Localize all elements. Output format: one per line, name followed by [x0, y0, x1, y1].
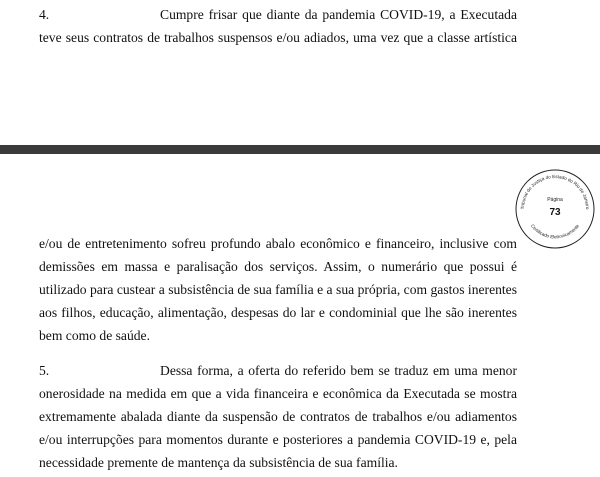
paragraph-5-line-3: e/ou interrupções para momentos durante e posteriores a pandemia COVID-19 e, pela	[39, 432, 517, 447]
paragraph-4-cont-line-5: bem como de saúde.	[39, 328, 150, 343]
stamp-bottom-text: Certificado Eletronicamente	[529, 223, 581, 240]
item-number-5: 5.	[39, 363, 50, 378]
court-stamp-seal	[514, 168, 596, 250]
page-break-divider	[0, 145, 600, 154]
paragraph-5-line-1: onerosidade na medida em que a vida financeira e econômica da Executada se mostra	[39, 386, 517, 401]
paragraph-5-lead: Dessa forma, a oferta do referido bem se traduz em uma menor	[160, 363, 517, 378]
paragraph-5-line-2: extremamente abalada diante da suspensão de contratos de trabalhos e/ou adiamentos	[39, 409, 517, 424]
stamp-page-number: 73	[549, 207, 561, 218]
item-number-4: 4.	[39, 7, 50, 22]
paragraph-4-cont-line-3: utilizado para custear a subsistência de sua família e a sua própria, com gastos inerentes	[39, 282, 517, 297]
paragraph-4-cont-line-4: aos filhos, educação, alimentação, despesas do lar e condominial que lhe são inerentes	[39, 305, 517, 320]
paragraph-4-cont-line-1: e/ou de entretenimento sofreu profundo abalo econômico e financeiro, inclusive com	[39, 236, 517, 251]
paragraph-5-line-4: necessidade premente de mantença da subsistência de sua família.	[39, 455, 398, 470]
paragraph-4-line: teve seus contratos de trabalhos suspensos e/ou adiados, uma vez que a classe artística	[39, 30, 517, 45]
paragraph-4-cont-line-2: demissões em massa e paralisação dos serviços. Assim, o numerário que possui é	[39, 259, 517, 274]
stamp-top-text: Tribunal de Justiça do Estado do Rio de Janeiro	[519, 173, 591, 210]
paragraph-4-lead: Cumpre frisar que diante da pandemia COVID-19, a Executada	[160, 7, 517, 22]
stamp-label: Página	[547, 197, 563, 203]
